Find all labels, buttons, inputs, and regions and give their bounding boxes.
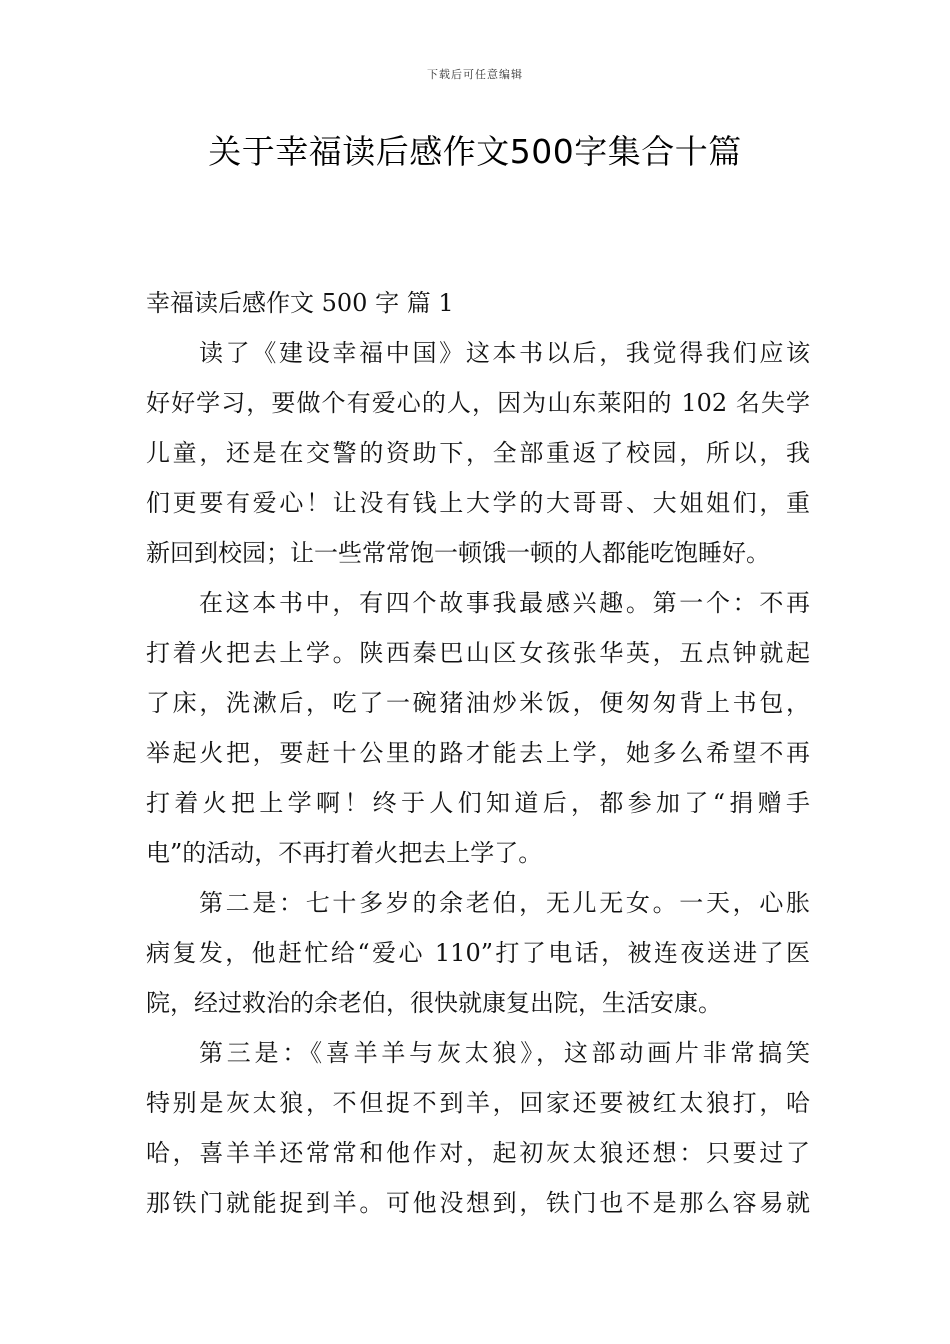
paragraph-line: 第三是：《喜羊羊与灰太狼》，这部动画片非常搞笑 [199,1039,810,1067]
section-heading: 幸福读后感作文 500 字 篇 1 [146,289,454,317]
paragraph-line: 院，经过救治的余老伯，很快就康复出院，生活安康。 [146,989,722,1017]
paragraph-1 [146,328,810,578]
paragraph-line: 举起火把，要赶十公里的路才能去上学，她多么希望不再 [146,739,810,767]
document-title: 关于幸福读后感作文500字集合十篇 [208,132,742,171]
paragraph-line: 第二是：七十多岁的余老伯，无儿无女。一天，心胀 [199,889,810,917]
paragraph-line: 特别是灰太狼，不但捉不到羊，回家还要被红太狼打，哈 [146,1089,810,1117]
paragraph-line: 那铁门就能捉到羊。可他没想到，铁门也不是那么容易就 [146,1189,810,1217]
paragraph-2 [146,578,810,878]
article-body [146,278,810,1228]
paragraph-4 [146,1028,810,1228]
paragraph-line: 儿童，还是在交警的资助下，全部重返了校园，所以，我 [146,439,810,467]
paragraph-line: 在这本书中，有四个故事我最感兴趣。第一个：不再 [199,589,810,617]
paragraph-line: 病复发，他赶忙给“爱心 110”打了电话，被连夜送进了医 [146,939,810,967]
paragraph-line: 们更要有爱心！让没有钱上大学的大哥哥、大姐姐们，重 [146,489,810,517]
paragraph-line: 打着火把上学啊！终于人们知道后，都参加了“捐赠手 [146,789,810,817]
paragraph-line: 好好学习，要做个有爱心的人，因为山东莱阳的 102 名失学 [146,389,810,417]
paragraph-line: 了床，洗漱后，吃了一碗猪油炒米饭，便匆匆背上书包， [146,689,810,717]
paragraph-line: 电”的活动，不再打着火把去上学了。 [146,839,543,867]
paragraph-line: 打着火把去上学。陕西秦巴山区女孩张华英，五点钟就起 [146,639,810,667]
header-note: 下载后可任意编辑 [427,68,523,81]
paragraph-line: 读了《建设幸福中国》这本书以后，我觉得我们应该 [199,339,810,367]
paragraph-3 [146,878,810,1028]
paragraph-line: 新回到校园；让一些常常饱一顿饿一顿的人都能吃饱睡好。 [146,539,770,567]
paragraph-line: 哈，喜羊羊还常常和他作对，起初灰太狼还想：只要过了 [146,1139,810,1167]
